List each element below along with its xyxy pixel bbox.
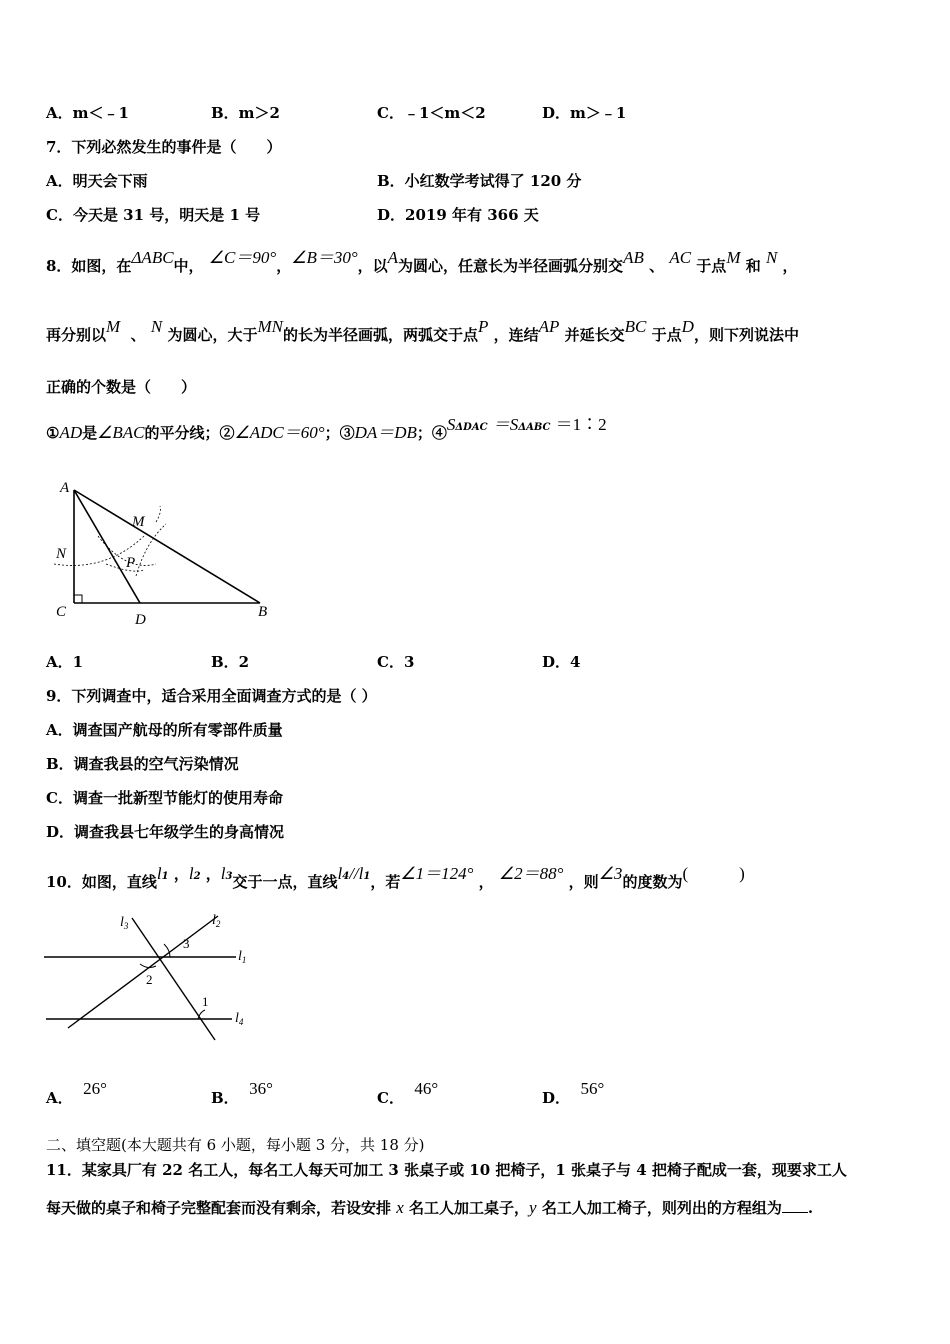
q8-text: ；④ [416,424,447,442]
q8-side-ab [74,490,260,603]
q8-text: 为圆心，大于 [167,326,258,344]
q8-segment-ac: AC [669,248,692,267]
q8-eq-da-db: DA＝DB [354,423,417,442]
q11-answer-blank[interactable] [782,1212,808,1213]
q10-option-letter: D． [542,1089,571,1107]
q8-text: ，以 [357,257,388,275]
q10-fig-label-l2: $l_2$ [212,913,221,929]
q11-var-y: y [529,1198,537,1217]
q8-label-p: P [126,555,136,571]
q10-subscript: 1 [363,871,371,882]
q8-text: 的平分线；② [144,424,235,442]
q8-point-a: A [387,248,399,267]
q8-text: 于点 [696,257,727,275]
q8-point-p: P [478,317,489,336]
q10-answer-paren: ( ) [682,864,745,883]
q8-segment-mn: MN [257,317,283,336]
q8-angle-adc: ∠ADC＝60° [234,423,325,442]
q8-triangle-figure [46,472,286,630]
q8-option-c: C．3 [377,653,415,671]
q11-text: 名工人加工椅子，则列出的方程组为 [541,1199,782,1217]
q10-subscript: 1 [161,871,169,882]
q8-text: ， [276,257,292,275]
q8-point-n: N [150,317,163,336]
q8-text: 、 [130,326,146,344]
q8-text: 于点 [651,326,682,344]
q10-parallel: //l [349,864,364,883]
q10-angle-3: ∠3 [598,864,623,883]
q10-subscript: 2 [193,871,201,882]
q8-text: 和 [745,257,761,275]
q8-option-a: A．1 [46,653,84,671]
q10-fig-label-l1: $l_1$ [238,949,247,965]
q8-arc-center-a-upper [156,506,161,522]
q7-option-c: C．今天是 31 号，明天是 1 号 [46,206,261,224]
q6-option-c: C．﹣1＜m＜2 [377,104,486,122]
q9-option-c: C．调查一批新型节能灯的使用寿命 [46,789,283,807]
q10-text: ，若 [370,873,401,891]
q10-text: 10．如图，直线 [46,873,157,891]
q7-option-b: B．小红数学考试得了 120 分 [377,172,582,190]
q10-fig-label-l4: $l_4$ [235,1011,244,1027]
q8-text: 再分别以 [46,326,107,344]
q9-option-a: A．调查国产航母的所有零部件质量 [46,721,283,739]
q10-text: ，则 [568,873,599,891]
q10-line-l4: l [337,864,343,883]
q10-line-l2: l [188,864,194,883]
q10-fig-label-1: 1 [202,994,209,1009]
q11-text: 每天做的桌子和椅子完整配套而没有剩余，若设安排 [46,1199,392,1217]
q8-stem-line1 [46,248,798,276]
q8-label-d: D [135,612,146,628]
q10-option-value: 56° [580,1079,605,1098]
q8-text: 的长为半径画弧，两弧交于点 [282,326,478,344]
q8-angle-bac: ∠BAC [97,423,145,442]
q8-stem-line2 [46,317,799,345]
q10-option-c [377,1078,439,1107]
q8-text: 为圆心，任意长为半径画弧分别交 [398,257,624,275]
q10-subscript: 3 [225,871,233,882]
q8-area-sub: ΔDAC [455,422,488,433]
q10-text: ， [478,873,494,891]
q8-angle-c: ∠C＝90° [208,248,277,267]
q8-text: 中， [173,257,204,275]
q10-lines-figure [40,904,270,1054]
q8-segment-ap: AP [538,317,560,336]
q8-point-m: M [106,317,121,336]
q10-angle-1: ∠1＝124° [400,864,474,883]
q8-text: ，则下列说法中 [693,326,799,344]
q8-right-angle-mark [74,595,82,603]
q10-text: ， [205,865,221,883]
q10-option-a [46,1078,107,1107]
q11-line1: 11．某家具厂有 22 名工人，每名工人每天可加工 3 张桌子或 10 把椅子，1 张桌子与 4 把椅子配成一套，现要求工人 [46,1161,847,1179]
q10-angle-2: ∠2＝88° [498,864,564,883]
q8-label-m: M [132,514,145,530]
q10-line-l1: l [156,864,162,883]
q10-option-value: 26° [83,1079,107,1098]
q11-line2 [46,1197,813,1218]
q8-area-s: ＝S [492,415,519,434]
q8-label-c: C [56,604,67,620]
q6-option-a: A．m＜﹣1 [46,104,129,122]
q9-stem: 9．下列调查中，适合采用全面调查方式的是（ ） [46,687,377,705]
q8-angle-b: ∠B＝30° [291,248,358,267]
q8-triangle: ΔABC [131,248,174,267]
q10-option-letter: B． [211,1089,239,1107]
q11-var-x: x [396,1198,404,1217]
q8-segment-bc: BC [624,317,647,336]
q8-text: ，连结 [493,326,539,344]
q8-statements [46,415,607,443]
q10-option-b [211,1078,273,1107]
q10-text: ， [173,865,189,883]
q8-label-a: A [60,480,70,496]
q11-text: . [807,1199,814,1217]
q10-text: 的度数为 [622,873,683,891]
q9-option-d: D．调查我县七年级学生的身高情况 [46,823,285,841]
q8-segment-ab: AB [623,248,644,267]
q10-option-letter: A． [46,1089,73,1107]
q8-text: 是 [82,424,98,442]
q10-option-value: 46° [414,1079,439,1098]
q10-option-letter: C． [377,1089,404,1107]
q8-text: ， [782,257,798,275]
q8-text: 、 [649,257,665,275]
q10-option-value: 36° [249,1079,273,1098]
q6-option-d: D．m＞﹣1 [542,104,627,122]
q7-option-d: D．2019 年有 366 天 [377,206,539,224]
q8-area-s: S [446,415,456,434]
q8-text: ① [46,424,60,442]
q8-label-n: N [56,546,67,562]
q10-fig-label-2: 2 [146,972,153,987]
q8-segment-ad: AD [59,423,83,442]
q7-stem: 7．下列必然发生的事件是（ ） [46,138,282,156]
q8-option-d: D．4 [542,653,581,671]
q10-fig-label-3: 3 [183,936,190,951]
q8-text: ；③ [324,424,355,442]
q10-fig-label-l3: $l_3$ [120,915,129,931]
q9-option-b: B．调查我县的空气污染情况 [46,755,239,773]
q10-line-l3: l [220,864,226,883]
q8-point-m: M [726,248,741,267]
q8-option-b: B．2 [211,653,250,671]
q10-option-d [542,1078,605,1107]
q8-point-n: N [765,248,778,267]
q10-stem [46,864,745,892]
q8-area-ratio: ＝1∶2 [555,415,607,434]
q8-area-sub: ΔABC [518,422,551,433]
q8-text: 8．如图，在 [46,257,132,275]
q8-arc-center-m [136,524,166,576]
q10-text: 交于一点，直线 [232,873,338,891]
q8-stem-line3: 正确的个数是（ ） [46,378,197,396]
q11-text: 名工人加工桌子， [409,1199,530,1217]
q8-text: 并延长交 [564,326,625,344]
q10-line-l3-drawn [132,918,215,1040]
q10-subscript: 4 [342,871,350,882]
q7-option-a: A．明天会下雨 [46,172,148,190]
section-2-heading: 二、填空题(本大题共有 6 小题，每小题 3 分，共 18 分) [46,1136,425,1154]
q6-option-b: B．m＞2 [211,104,280,122]
q8-point-d: D [681,317,694,336]
q8-label-b: B [258,604,268,620]
